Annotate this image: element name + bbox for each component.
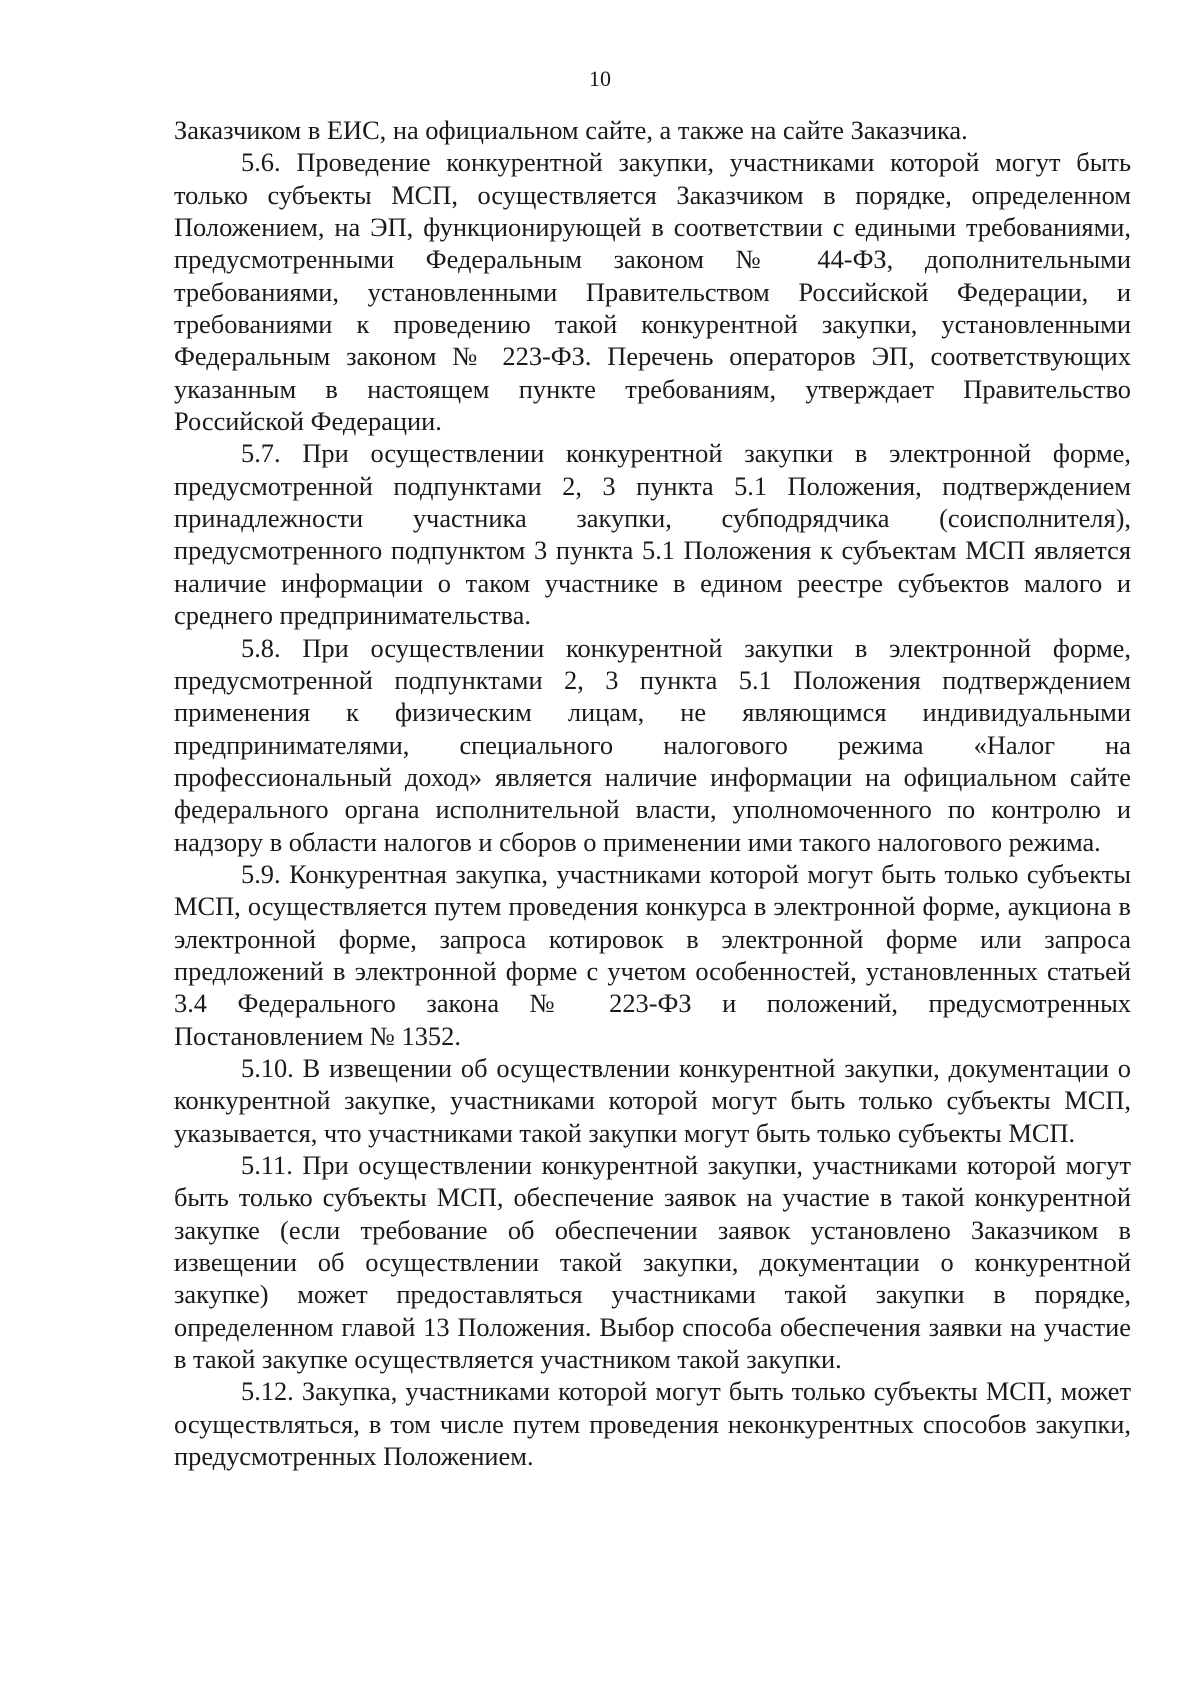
paragraph-5-6: 5.6. Проведение конкурентной закупки, участниками которой могут быть только субъекты МСП, осуществляется Заказчиком в порядке, определенном Положением, на ЭП, функционирующей в соответствии с едиными требованиями, предусмотренными Федеральным законом № 44-ФЗ, дополнительными требованиями, установленными Правительством Российской Федерации, и требованиями к проведению такой конкурентной закупки, установленными Федеральным законом № 223-ФЗ. Перечень операторов ЭП, соответствующих указанным в настоящем пункте требованиям, утверждает Правительство Российской Федерации. — [174, 147, 1131, 437]
page-number: 10 — [589, 66, 611, 91]
paragraph-continuation: Заказчиком в ЕИС, на официальном сайте, а также на сайте Заказчика. — [174, 115, 968, 145]
paragraph-5-8: 5.8. При осуществлении конкурентной закупки в электронной форме, предусмотренной подпунктами 2, 3 пункта 5.1 Положения подтверждением применения к физическим лицам, не являющимся индивидуальными предпринимателями, специального налогового режима «Налог на профессиональный доход» является наличие информации на официальном сайте федерального органа исполнительной власти, уполномоченного по контролю и надзору в области налогов и сборов о применении ими такого налогового режима. — [174, 632, 1131, 857]
paragraph-5-7: 5.7. При осуществлении конкурентной закупки в электронной форме, предусмотренной подпунктами 2, 3 пункта 5.1 Положения, подтверждением принадлежности участника закупки, субподрядчика (соисполнителя), предусмотренного подпунктом 3 пункта 5.1 Положения к субъектам МСП является наличие информации о таком участнике в едином реестре субъектов малого и среднего предпринимательства. — [174, 438, 1131, 631]
paragraph-5-9: 5.9. Конкурентная закупка, участниками которой могут быть только субъекты МСП, осуществляется путем проведения конкурса в электронной форме, аукциона в электронной форме, запроса котировок в электронной форме или запроса предложений в электронной форме с учетом особенностей, установленных статьей 3.4 Федерального закона № 223-ФЗ и положений, предусмотренных Постановлением № 1352. — [174, 858, 1131, 1051]
paragraph-5-11: 5.11. При осуществлении конкурентной закупки, участниками которой могут быть только субъекты МСП, обеспечение заявок на участие в такой конкурентной закупке (если требование об обеспечении заявок установлено Заказчиком в извещении об осуществлении такой закупки, документации о конкурентной закупке) может предоставляться участниками такой закупки в порядке, определенном главой 13 Положения. Выбор способа обеспечения заявки на участие в такой закупке осуществляется участником такой закупки. — [174, 1150, 1131, 1375]
paragraph-5-10: 5.10. В извещении об осуществлении конкурентной закупки, документации о конкурентной закупке, участниками которой могут быть только субъекты МСП, указывается, что участниками такой закупки могут быть только субъекты МСП. — [174, 1052, 1131, 1148]
paragraph-5-12: 5.12. Закупка, участниками которой могут быть только субъекты МСП, может осуществляться, в том числе путем проведения неконкурентных способов закупки, предусмотренных Положением. — [174, 1376, 1131, 1472]
document-body — [174, 114, 1131, 1472]
